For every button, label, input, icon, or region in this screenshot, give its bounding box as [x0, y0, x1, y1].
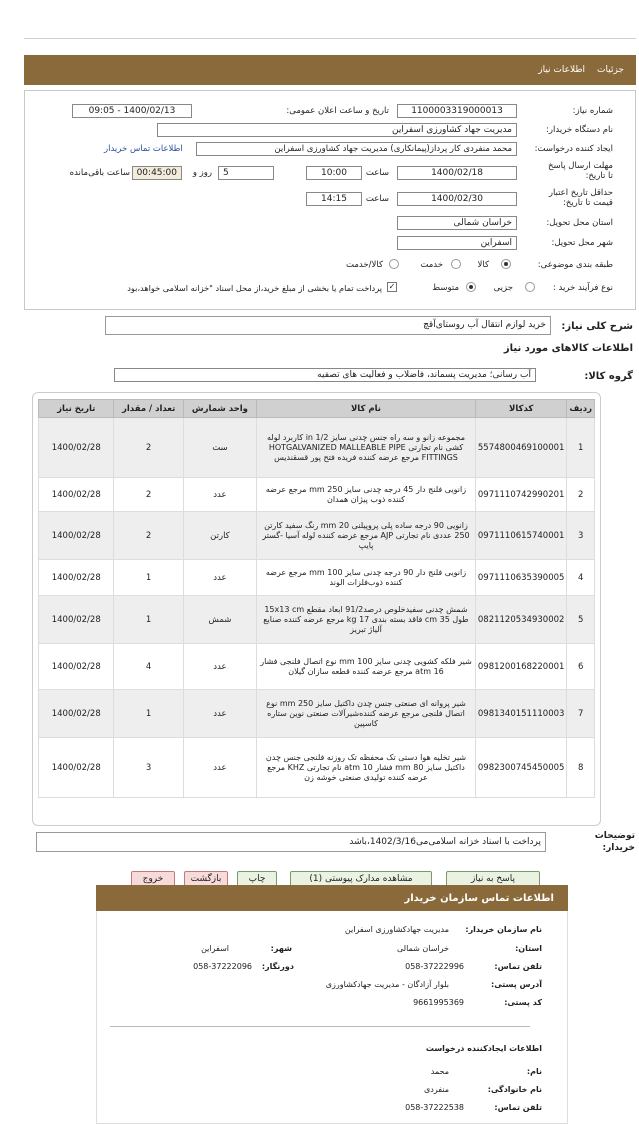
item-name: شیر پروانه ای صنعتی جنس چدن داکتیل سایز 250 mm نوع اتصال فلنجی مرجع عرضه کننده‌شیرآلات صنعتی نوین ستاره کاسپین	[257, 690, 476, 738]
process-medium-label: متوسط	[432, 283, 459, 293]
validity-time-label: ساعت	[365, 194, 389, 204]
item-need-date: 1400/02/28	[39, 644, 114, 690]
item-quantity: 1	[114, 690, 183, 738]
header-bar	[24, 55, 636, 85]
top-divider	[24, 38, 636, 39]
table-header-row	[39, 400, 595, 418]
print-button[interactable]: چاپ	[237, 871, 277, 887]
item-quantity: 4	[114, 644, 183, 690]
col-unit: واحد شمارش	[183, 400, 256, 418]
goods-group-field: آب رسانی؛ مدیریت پسماند، فاضلاب و فعالیت های تصفیه	[114, 368, 536, 382]
item-need-date: 1400/02/28	[39, 478, 114, 512]
creator-phone-label: تلفن تماس:	[494, 1103, 542, 1112]
contact-address-value: بلوار آزادگان - مدیریت جهادکشاورزی	[325, 980, 449, 989]
contact-postal-label: کد پستی:	[504, 998, 542, 1007]
row-number: 5	[567, 596, 595, 644]
days-label: روز و	[192, 168, 212, 178]
goods-section-title: اطلاعات کالاهای مورد نیاز	[503, 343, 633, 354]
item-quantity: 2	[114, 478, 183, 512]
item-code: 0971110635390005	[475, 560, 567, 596]
category-goods-radio[interactable]	[501, 259, 511, 269]
province-field: خراسان شمالی	[397, 216, 517, 230]
item-code: 0971110615740001	[475, 512, 567, 560]
creator-label: ایجاد کننده درخواست:	[534, 144, 613, 154]
table-row	[39, 478, 595, 512]
item-need-date: 1400/02/28	[39, 512, 114, 560]
deadline-date-field: 1400/02/18	[397, 166, 517, 180]
item-quantity: 1	[114, 596, 183, 644]
item-unit: عدد	[183, 738, 256, 798]
item-name: شیر تخلیه هوا دستی تک محفظه تک روزنه فلنجی جنس چدن داکتیل سایز 80 mm فشار 10 atm نام تجارتی KHZ مرجع عرضه کننده تولیدی صنعتی خوشه زن	[257, 738, 476, 798]
col-item-code: کدکالا	[475, 400, 567, 418]
process-type-label: نوع فرآیند خرید :	[552, 283, 613, 293]
treasury-payment-note: پرداخت تمام یا بخشی از مبلغ خرید،از محل اسناد "خزانه اسلامی خواهد،بود	[127, 283, 382, 293]
item-unit: ست	[183, 418, 256, 478]
city-label: شهر محل تحویل:	[551, 238, 613, 248]
item-code: 0982300745450005	[475, 738, 567, 798]
summary-label: شرح کلی نیاز:	[561, 321, 633, 332]
province-label: استان محل تحویل:	[546, 218, 613, 228]
category-label: طبقه بندی موضوعی:	[537, 260, 613, 270]
category-service-label: خدمت	[420, 260, 443, 270]
item-code: 0821120534930002	[475, 596, 567, 644]
table-row	[39, 690, 595, 738]
item-quantity: 2	[114, 512, 183, 560]
buyer-notes-field: پرداخت با اسناد خزانه اسلامی‌می‌1402/3/16،باشد	[36, 832, 546, 852]
category-goods-label: کالا	[477, 260, 489, 270]
contact-province-label: استان:	[515, 944, 542, 953]
creator-name-label: نام:	[526, 1067, 542, 1076]
summary-field: خرید لوازم انتقال آب روستای‌آقچ	[105, 316, 551, 335]
contact-divider	[110, 1026, 530, 1027]
contact-org-value: مدیریت جهادکشاورزی اسفراین	[344, 925, 449, 934]
need-number-label: شماره نیاز:	[572, 106, 613, 116]
tab-details[interactable]: جزئیات	[597, 65, 624, 75]
item-need-date: 1400/02/28	[39, 738, 114, 798]
validity-date-field: 1400/02/30	[397, 192, 517, 206]
buyer-contact-link[interactable]: اطلاعات تماس خریدار	[104, 144, 183, 154]
col-need-date: تاریخ نیاز	[39, 400, 114, 418]
items-table	[38, 399, 595, 798]
table-row	[39, 560, 595, 596]
contact-city-value: اسفراین	[201, 944, 229, 953]
creator-family-label: نام خانوادگی:	[487, 1085, 542, 1094]
announce-date-label: تاریخ و ساعت اعلان عمومی:	[286, 106, 389, 116]
item-name: زانویی 90 درجه ساده پلی پروپیلنی 20 mm رنگ سفید کارتن 250 عددی نام تجارتی AJP مرجع عرضه کننده لوله آسیا -گستر پایپ	[257, 512, 476, 560]
col-row-number: ردیف	[567, 400, 595, 418]
buyer-field: مدیریت جهاد کشاورزی اسفراین	[157, 123, 517, 137]
item-quantity: 3	[114, 738, 183, 798]
row-number: 4	[567, 560, 595, 596]
deadline-time-field: 10:00	[306, 166, 362, 180]
item-unit: عدد	[183, 560, 256, 596]
item-unit: کارتن	[183, 512, 256, 560]
row-number: 6	[567, 644, 595, 690]
creator-name-value: محمد	[430, 1067, 449, 1076]
table-row	[39, 512, 595, 560]
buyer-label: نام دستگاه خریدار:	[546, 125, 613, 135]
table-row	[39, 596, 595, 644]
item-need-date: 1400/02/28	[39, 418, 114, 478]
contact-fax-value: 058-37222096	[193, 962, 252, 971]
process-medium-radio[interactable]	[466, 282, 476, 292]
item-name: زانویی فلنج دار 45 درجه چدنی سایز 250 mm مرجع عرضه کننده ذوب پیژان همدان	[257, 478, 476, 512]
process-partial-radio[interactable]	[525, 282, 535, 292]
table-row	[39, 644, 595, 690]
reply-to-need-button[interactable]: پاسخ به نیاز	[446, 871, 540, 887]
item-code: 5574800469100001	[475, 418, 567, 478]
table-row	[39, 738, 595, 798]
item-code: 0971110742990201	[475, 478, 567, 512]
creator-phone-value: 058-37222538	[405, 1103, 464, 1112]
category-service-radio[interactable]	[451, 259, 461, 269]
remaining-time-label: ساعت باقی‌مانده	[69, 168, 130, 178]
view-attachments-button[interactable]: مشاهده مدارک پیوستی (1)	[290, 871, 432, 887]
process-partial-label: جزیی	[493, 283, 513, 293]
goods-group-label: گروه کالا:	[584, 371, 633, 382]
need-number-field: 1100003319000013	[397, 104, 517, 118]
contact-phone-value: 058-37222996	[405, 962, 464, 971]
deadline-time-label: ساعت	[365, 168, 389, 178]
treasury-payment-checkbox[interactable]: ✓	[388, 282, 396, 291]
category-both-label: کالا/خدمت	[346, 260, 383, 270]
item-need-date: 1400/02/28	[39, 596, 114, 644]
buyer-notes-label: توضیحات خریدار:	[594, 831, 635, 853]
contact-province-value: خراسان شمالی	[396, 944, 449, 953]
item-unit: عدد	[183, 690, 256, 738]
item-quantity: 2	[114, 418, 183, 478]
item-unit: شمش	[183, 596, 256, 644]
contact-section-header	[96, 885, 568, 911]
item-unit: عدد	[183, 478, 256, 512]
contact-org-label: نام سازمان خریدار:	[465, 925, 542, 934]
item-name: زانویی فلنج دار 90 درجه چدنی سایز 100 mm مرجع عرضه کننده ذوب‌فلزات الوند	[257, 560, 476, 596]
col-quantity: تعداد / مقدار	[114, 400, 183, 418]
back-button[interactable]: بازگشت	[184, 871, 228, 887]
item-quantity: 1	[114, 560, 183, 596]
creator-info-title: اطلاعات ایجادکننده درخواست	[425, 1044, 542, 1053]
col-item-name: نام کالا	[257, 400, 476, 418]
remaining-time-field: 00:45:00	[132, 166, 182, 180]
city-field: اسفراین	[397, 236, 517, 250]
item-need-date: 1400/02/28	[39, 690, 114, 738]
contact-city-label: شهر:	[270, 944, 292, 953]
item-code: 0981340151110003	[475, 690, 567, 738]
contact-address-label: آدرس پستی:	[491, 980, 542, 989]
contact-fax-label: دورنگار:	[261, 962, 294, 971]
days-remaining-field: 5	[218, 166, 274, 180]
table-row	[39, 418, 595, 478]
item-name: مجموعه زانو و سه راه جنس چدنی سایز 1/2 in کاربرد لوله کشی نام تجارتی HOTGALVANIZED MALLEABLE PIPE FITTINGS مرجع عرضه کننده فریده فتح پور قسقندیس	[257, 418, 476, 478]
item-unit: عدد	[183, 644, 256, 690]
row-number: 7	[567, 690, 595, 738]
tab-need-info[interactable]: اطلاعات نیاز	[538, 65, 586, 75]
deadline-label: مهلت ارسال پاسخ تا تاریخ:	[548, 161, 613, 181]
creator-field: محمد منفردی کار پرداز(پیمانکاری) مدیریت جهاد کشاورزی اسفراین	[196, 142, 517, 156]
item-name: شمش چدنی سفیدخلوص درصد91/2 ابعاد مقطع 15x13 cm طول 35 cm فاقد بسته بندی 17 kg مرجع عرضه کننده صنایع آلیاژ تبریز	[257, 596, 476, 644]
row-number: 3	[567, 512, 595, 560]
item-code: 0981200168220001	[475, 644, 567, 690]
validity-label: حداقل تاریخ اعتبار قیمت تا تاریخ:	[548, 188, 613, 208]
contact-postal-value: 9661995369	[413, 998, 464, 1007]
item-need-date: 1400/02/28	[39, 560, 114, 596]
item-name: شیر فلکه کشویی چدنی سایز 100 mm نوع اتصال فلنجی فشار 16 atm مرجع عرضه کننده قطعه سازان گیلان	[257, 644, 476, 690]
exit-button[interactable]: خروج	[131, 871, 175, 887]
validity-time-field: 14:15	[306, 192, 362, 206]
row-number: 1	[567, 418, 595, 478]
contact-section-title: اطلاعات تماس سازمان خریدار	[404, 892, 554, 904]
category-both-radio[interactable]	[389, 259, 399, 269]
row-number: 8	[567, 738, 595, 798]
creator-family-value: منفردی	[424, 1085, 449, 1094]
announce-date-field: 1400/02/13 - 09:05	[72, 104, 192, 118]
contact-phone-label: تلفن تماس:	[494, 962, 542, 971]
row-number: 2	[567, 478, 595, 512]
